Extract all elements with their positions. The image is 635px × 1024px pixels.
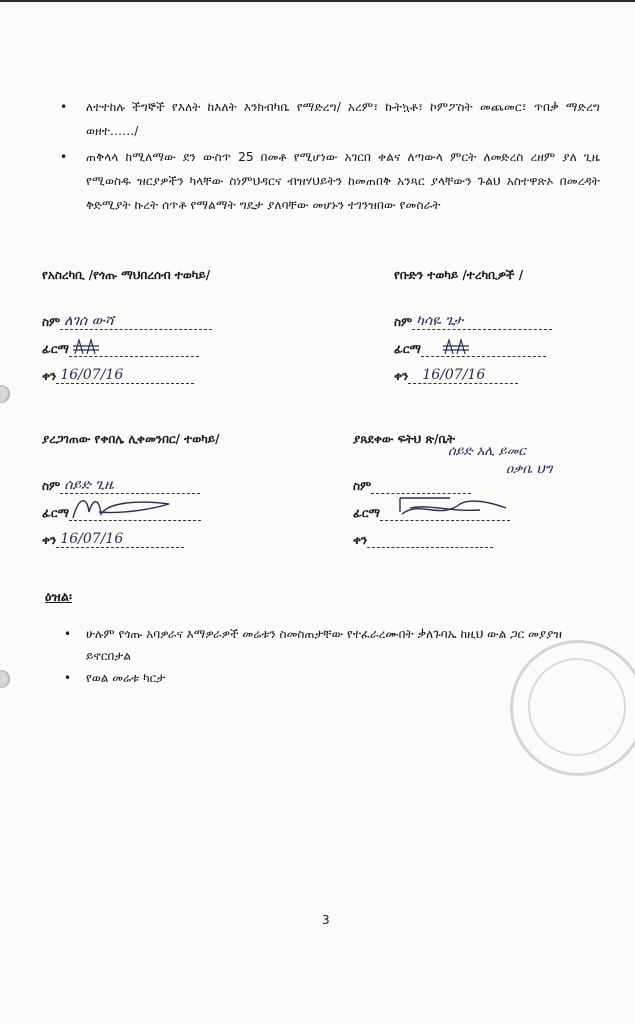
signature-row: [42, 330, 212, 357]
list-item: [60, 145, 600, 217]
note-text: ሁሉም የጎጡ አባዎራና እማዎራዎች መሬቱን ስመስጠታቸው የተፈራረሙበት ቃለጉባኤ ከዚህ ውል ጋር መያያዝ ይኖርበታል: [86, 627, 562, 663]
name-label: ስም: [42, 479, 61, 493]
signature-line: [69, 500, 201, 521]
date-line: [56, 527, 184, 548]
handwritten-name: ሰይድ ጊዜ: [64, 477, 114, 493]
signatory-title: የአስረካቢ /የጎጡ ማህበረሰብ ተወካይ/: [42, 268, 211, 282]
handwritten-date: 16/07/16: [60, 367, 124, 383]
handwritten-date: 16/07/16: [422, 367, 486, 383]
obligation-text: ጠቅላላ ከሚለማው ደን ውስጥ 25 በመቶ የሚሆነው አገርበ ቀልና ለጣውላ ምርት ለመድረስ ረዘም ያለ ጊዜ የሚወስዱ ዝርያዎችን ካላቸው ስነምህዳርና ብዝሃህይትን ከመጠበቅ አንጻር ያላቸውን ጉልህ አስተዋጽኦ በመረዳት ቅድሚያት ኩረት ሰጥቶ የማልማት ግዴታ ያለባቸው መሆኑን ተገንዝበው የመስራት: [86, 150, 600, 212]
signature-label: ፊርማ: [353, 506, 381, 520]
date-line: [367, 527, 493, 548]
notes-title: ዕዝል፡: [45, 590, 73, 605]
signature-row: [42, 494, 219, 521]
name-row: [42, 303, 212, 330]
handwritten-date: 16/07/16: [60, 531, 124, 547]
date-line: [408, 363, 518, 384]
signature-scribble: [69, 492, 179, 522]
bullet: •: [64, 627, 72, 641]
signatory-kebele-chairman: [42, 432, 219, 548]
faded-official-stamp: [510, 640, 635, 776]
name-label: ስም: [353, 479, 372, 493]
name-line: [412, 309, 552, 330]
date-label: ቀን: [394, 369, 409, 383]
name-row: [394, 303, 552, 330]
bullet: •: [64, 671, 72, 685]
signature-label: ፊርማ: [42, 506, 70, 520]
list-item: [60, 95, 600, 143]
signatory-title: የቡድን ተወካይ /ተረካቢዎች /: [394, 268, 524, 282]
handwritten-official-title: ዐቃቤ ህግ: [506, 462, 553, 477]
signature-scribble: [380, 490, 510, 522]
signature-line: [380, 500, 510, 521]
signature-scribble: [69, 336, 119, 358]
signature-line: [69, 336, 199, 357]
name-row: [42, 467, 219, 494]
binder-hole: [0, 670, 10, 688]
name-label: ስም: [42, 315, 61, 329]
list-item: [64, 623, 609, 667]
handwritten-official-name: ሰይድ አሊ ይመር: [448, 444, 526, 459]
bullet: •: [60, 150, 68, 164]
handwritten-name: ለገሰ ውሻ: [64, 313, 114, 329]
signature-row: [394, 330, 552, 357]
name-line: [60, 309, 212, 330]
date-row: [42, 521, 219, 548]
signature-label: ፊርማ: [42, 342, 70, 356]
date-label: ቀን: [42, 369, 57, 383]
date-label: ቀን: [353, 533, 368, 547]
stamp-inner-ring: [528, 658, 626, 756]
handwritten-name: ካሳዬ ጌታ: [416, 313, 464, 329]
obligation-text: ለተተከሉ ችግኞች የእለት ከእለት እንክብካቤ የማድረግ/ አረም፣ ኩትኳቶ፣ ኮምፖስት መጨመር፣ ጥበቃ ማድረግ ወዘተ……/: [86, 100, 600, 138]
name-line: [60, 473, 200, 494]
signature-scribble: [421, 336, 471, 358]
name-label: ስም: [394, 315, 413, 329]
date-row: [42, 357, 212, 384]
signatory-title: ያረጋገጠው የቀበሌ ሊቀመንበር/ ተወካይ/: [42, 432, 220, 446]
date-row: [394, 357, 552, 384]
signatory-group-representative: [394, 268, 552, 384]
date-row: [353, 521, 510, 548]
signature-row: [353, 494, 510, 521]
date-line: [56, 363, 194, 384]
signatory-transferor: [42, 268, 212, 384]
date-label: ቀን: [42, 533, 57, 547]
signature-label: ፊርማ: [394, 342, 422, 356]
page-top-border: [0, 0, 635, 2]
signatory-title: ያጸደቀው ፍትህ ጽ/ቤት: [353, 432, 455, 446]
binder-hole: [0, 385, 10, 403]
obligations-list: [60, 95, 600, 219]
bullet: •: [60, 100, 68, 114]
note-text: የወል መሬቱ ካርታ: [86, 671, 166, 685]
signature-line: [421, 336, 546, 357]
page-number: 3: [322, 913, 330, 927]
